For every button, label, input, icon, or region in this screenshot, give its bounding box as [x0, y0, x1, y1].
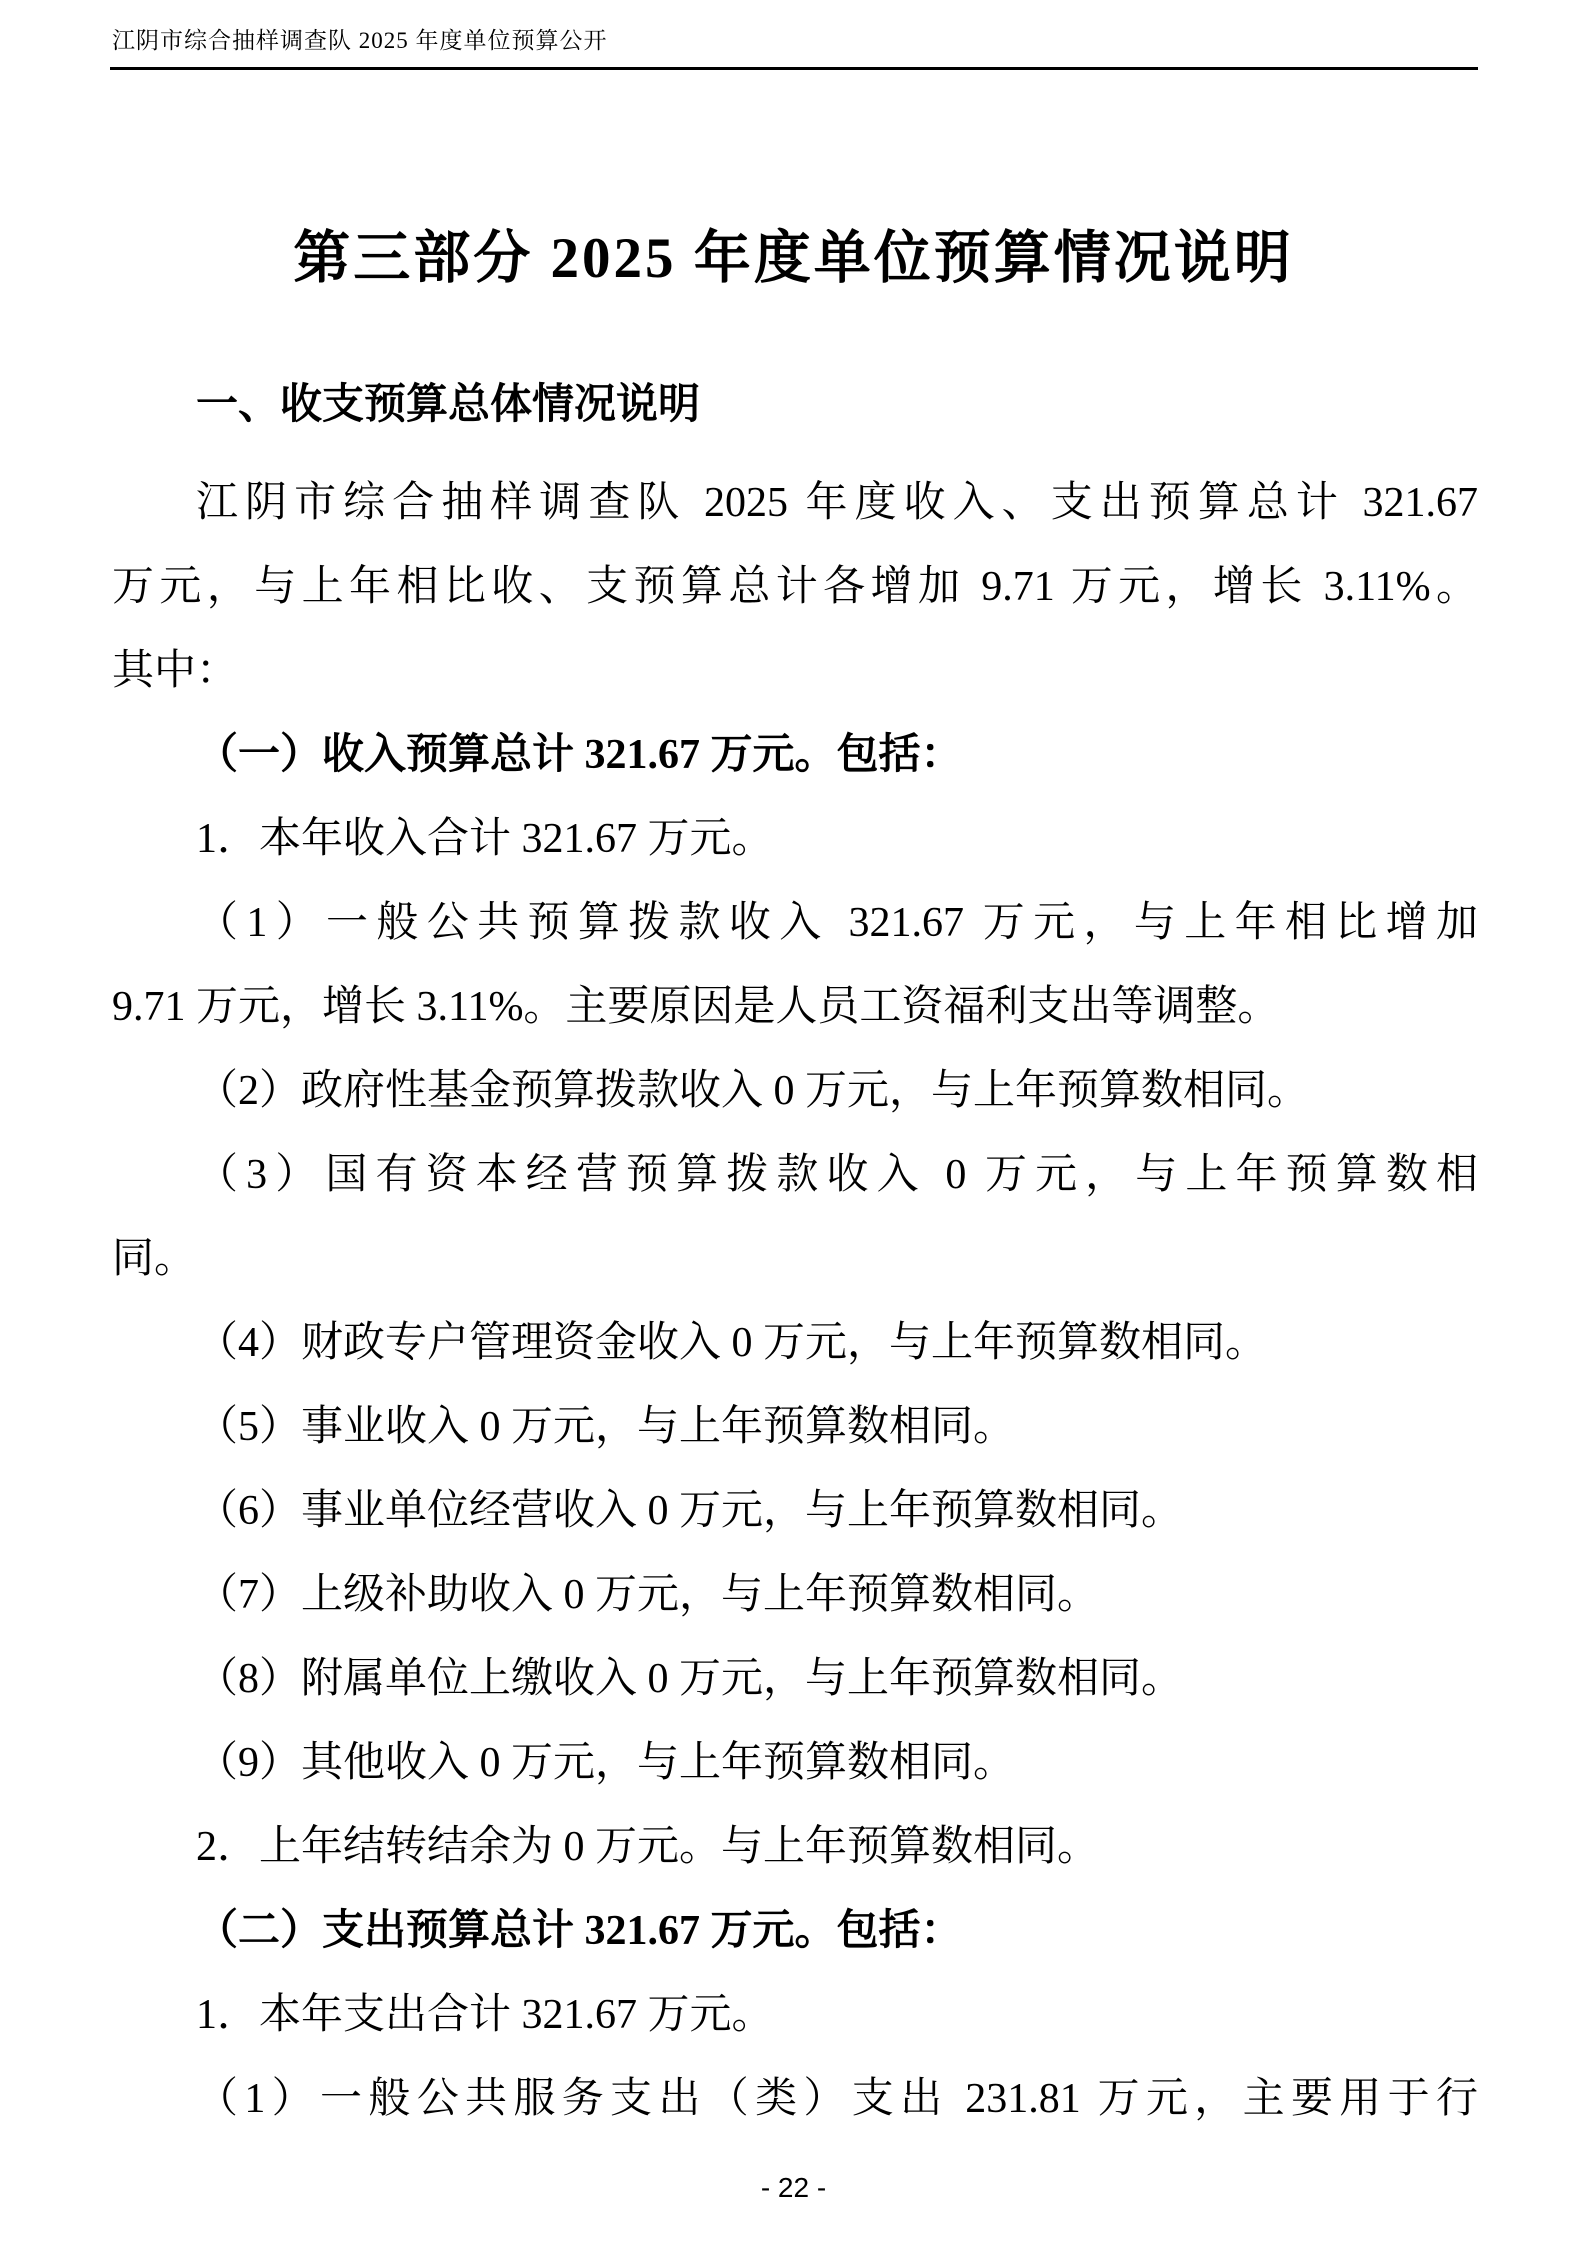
- body-line: 其中：: [112, 648, 239, 694]
- body-line: 一、收支预算总体情况说明: [196, 382, 701, 428]
- running-header: 江阴市综合抽样调查队 2025 年度单位预算公开: [112, 28, 608, 53]
- body-line: （4）财政专户管理资金收入 0 万元，与上年预算数相同。: [196, 1320, 1268, 1366]
- body-line: （6）事业单位经营收入 0 万元，与上年预算数相同。: [196, 1488, 1184, 1534]
- body-line: 2．上年结转结余为 0 万元。与上年预算数相同。: [196, 1824, 1100, 1870]
- body-line: 同。: [112, 1236, 197, 1282]
- body-line: 万元，与上年相比收、支预算总计各增加 9.71 万元，增长 3.11%。: [112, 564, 1478, 610]
- document-body: [112, 363, 1478, 2141]
- body-line: （一）收入预算总计 321.67 万元。包括：: [196, 732, 963, 778]
- body-line: 9.71 万元，增长 3.11%。主要原因是人员工资福利支出等调整。: [112, 984, 1280, 1030]
- body-line: （3）国有资本经营预算拨款收入 0 万元，与上年预算数相: [196, 1152, 1478, 1198]
- page-title: 第三部分 2025 年度单位预算情况说明: [293, 227, 1294, 290]
- body-line: （1）一般公共服务支出（类）支出 231.81 万元，主要用于行: [196, 2076, 1478, 2122]
- page-number: - 22 -: [760, 2172, 827, 2203]
- body-line: （8）附属单位上缴收入 0 万元，与上年预算数相同。: [196, 1656, 1184, 1702]
- body-line: （1）一般公共预算拨款收入 321.67 万元，与上年相比增加: [196, 900, 1478, 946]
- body-line: 江阴市综合抽样调查队 2025 年度收入、支出预算总计 321.67: [196, 480, 1478, 526]
- header-rule: [110, 67, 1478, 70]
- body-line: 1．本年收入合计 321.67 万元。: [196, 816, 774, 862]
- body-line: （2）政府性基金预算拨款收入 0 万元，与上年预算数相同。: [196, 1068, 1310, 1114]
- body-line: （5）事业收入 0 万元，与上年预算数相同。: [196, 1404, 1016, 1450]
- body-line: （7）上级补助收入 0 万元，与上年预算数相同。: [196, 1572, 1100, 1618]
- body-line: 1．本年支出合计 321.67 万元。: [196, 1992, 774, 2038]
- body-line: （二）支出预算总计 321.67 万元。包括：: [196, 1908, 963, 1954]
- body-line: （9）其他收入 0 万元，与上年预算数相同。: [196, 1740, 1016, 1786]
